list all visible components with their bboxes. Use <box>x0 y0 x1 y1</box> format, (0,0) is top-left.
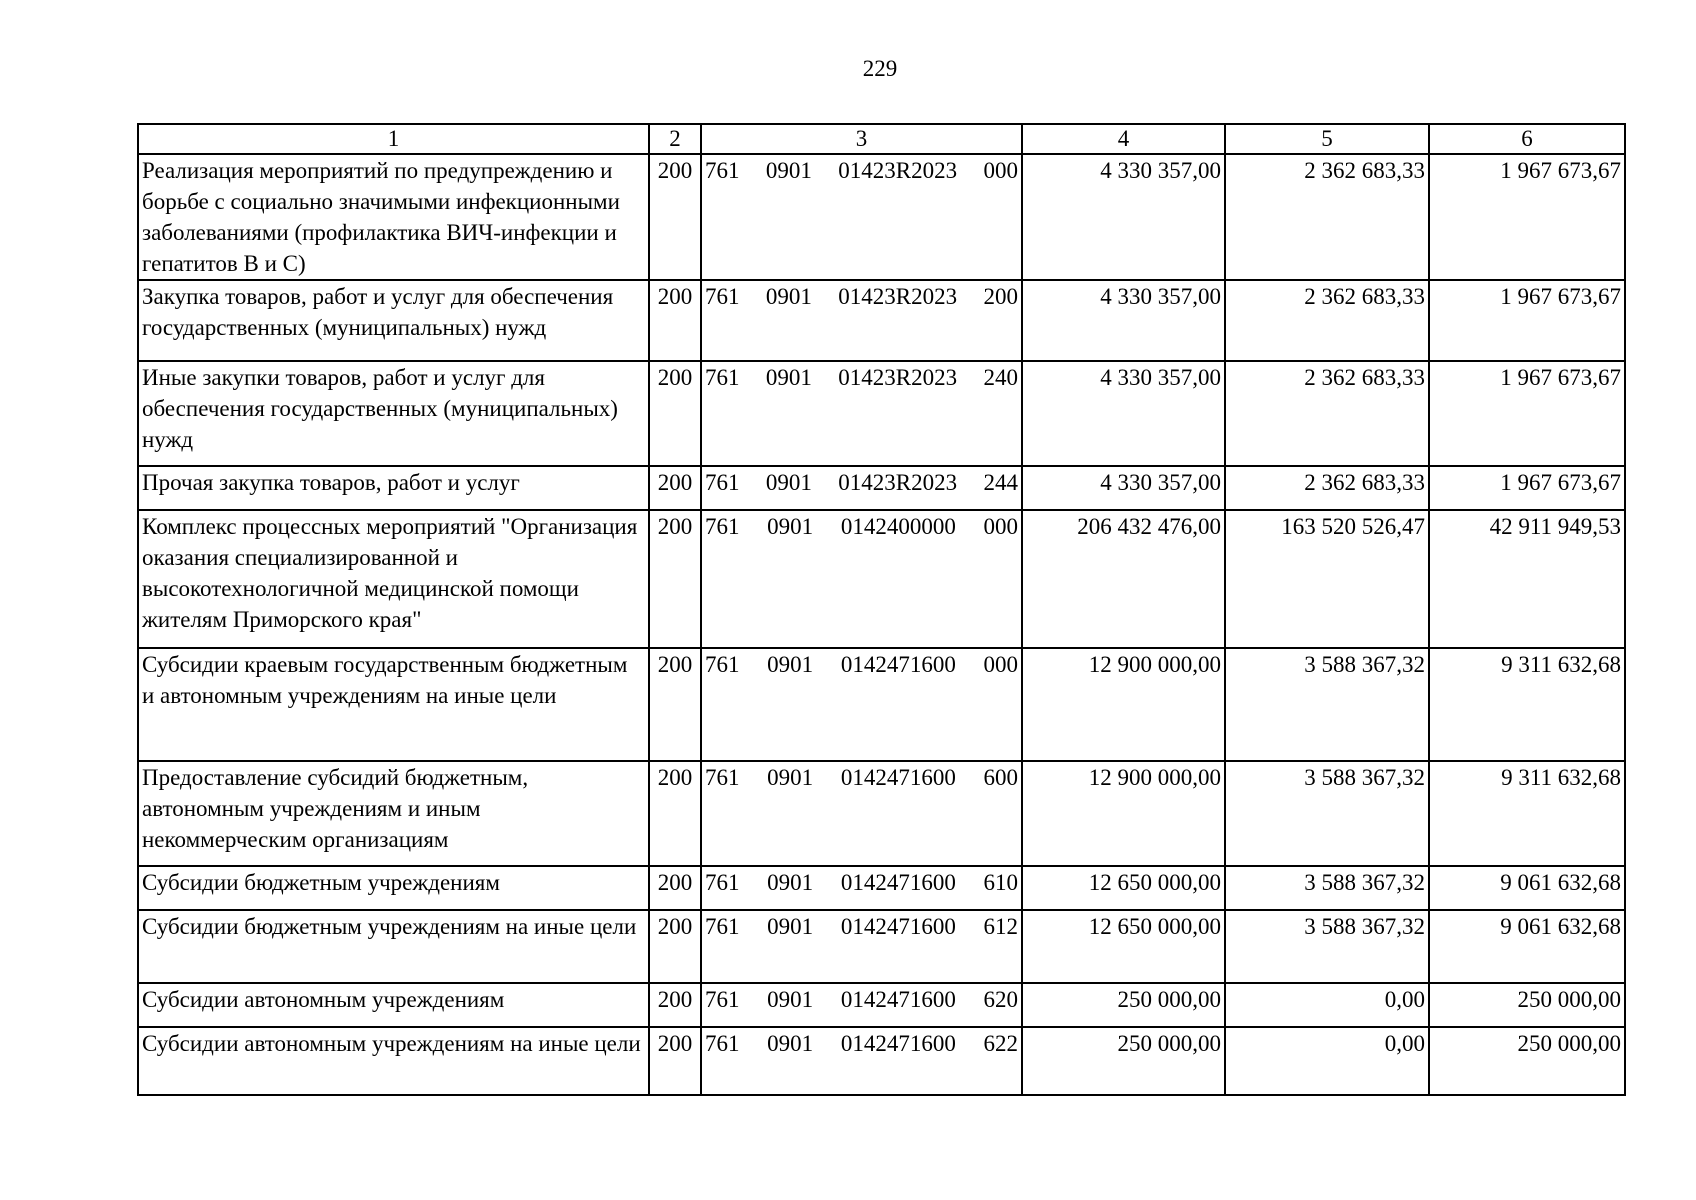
row-code-rz: 0901 <box>767 1031 814 1056</box>
row-code <box>701 761 1022 866</box>
row-name: Комплекс процессных мероприятий "Организация оказания специализированной и высокотехнологичной медицинской помощи жителям Приморского края" <box>138 510 649 648</box>
row-col-6: 9 061 632,68 <box>1429 910 1625 983</box>
row-code-ved: 761 <box>705 514 740 539</box>
row-code-vr: 620 <box>983 987 1018 1012</box>
row-name: Прочая закупка товаров, работ и услуг <box>138 466 649 510</box>
row-code-rz: 0901 <box>767 987 814 1012</box>
header-row <box>138 124 1625 154</box>
row-col-6: 9 311 632,68 <box>1429 761 1625 866</box>
row-code-csr: 0142471600 <box>840 652 956 677</box>
row-name: Реализация мероприятий по предупреждению и борьбе с социально значимыми инфекционными заболеваниями (профилактика ВИЧ-инфекции и гепатитов В и С) <box>138 154 649 280</box>
row-code <box>701 466 1022 510</box>
row-code <box>701 983 1022 1027</box>
row-code <box>701 154 1022 280</box>
row-code-ved: 761 <box>705 284 740 309</box>
table-row <box>138 510 1625 648</box>
row-code-rz: 0901 <box>767 870 814 895</box>
table-row <box>138 361 1625 466</box>
table-row <box>138 866 1625 910</box>
row-col-4: 12 900 000,00 <box>1022 761 1225 866</box>
row-code-ved: 761 <box>705 158 740 183</box>
row-code-ved: 761 <box>705 987 740 1012</box>
row-name: Предоставление субсидий бюджетным, автономным учреждениям и иным некоммерческим организациям <box>138 761 649 866</box>
row-col-6: 9 061 632,68 <box>1429 866 1625 910</box>
row-col-6: 250 000,00 <box>1429 1027 1625 1095</box>
row-col-4: 250 000,00 <box>1022 983 1225 1027</box>
row-code <box>701 510 1022 648</box>
row-code-csr: 0142400000 <box>840 514 956 539</box>
row-code-rz: 0901 <box>767 914 814 939</box>
row-code-ved: 761 <box>705 914 740 939</box>
row-name: Субсидии автономным учреждениям <box>138 983 649 1027</box>
row-col-2: 200 <box>649 648 701 761</box>
row-col-5: 2 362 683,33 <box>1225 280 1429 361</box>
row-col-4: 12 650 000,00 <box>1022 910 1225 983</box>
row-code <box>701 280 1022 361</box>
row-col-6: 1 967 673,67 <box>1429 280 1625 361</box>
row-col-5: 3 588 367,32 <box>1225 761 1429 866</box>
row-code-rz: 0901 <box>765 284 812 309</box>
page-number: 229 <box>862 56 898 81</box>
row-code-ved: 761 <box>705 652 740 677</box>
row-code-csr: 01423R2023 <box>838 470 958 495</box>
row-code-csr: 0142471600 <box>840 914 956 939</box>
row-code-rz: 0901 <box>767 514 814 539</box>
row-code <box>701 910 1022 983</box>
row-code-ved: 761 <box>705 870 740 895</box>
row-name: Субсидии автономным учреждениям на иные цели <box>138 1027 649 1095</box>
row-code-vr: 622 <box>983 1031 1018 1056</box>
row-col-6: 9 311 632,68 <box>1429 648 1625 761</box>
row-col-5: 3 588 367,32 <box>1225 648 1429 761</box>
header-col-4: 4 <box>1022 124 1225 154</box>
row-code-ved: 761 <box>705 1031 740 1056</box>
row-col-2: 200 <box>649 1027 701 1095</box>
row-code-csr: 01423R2023 <box>838 284 958 309</box>
header-col-3: 3 <box>701 124 1022 154</box>
row-col-5: 2 362 683,33 <box>1225 466 1429 510</box>
table-row <box>138 1027 1625 1095</box>
header-col-1: 1 <box>138 124 649 154</box>
row-code-vr: 612 <box>983 914 1018 939</box>
row-code <box>701 866 1022 910</box>
row-code-vr: 600 <box>983 765 1018 790</box>
row-col-5: 3 588 367,32 <box>1225 910 1429 983</box>
row-code-csr: 0142471600 <box>840 1031 956 1056</box>
row-code-vr: 244 <box>983 470 1018 495</box>
row-col-2: 200 <box>649 761 701 866</box>
row-col-4: 4 330 357,00 <box>1022 466 1225 510</box>
table-row <box>138 761 1625 866</box>
table-row <box>138 154 1625 280</box>
row-col-5: 3 588 367,32 <box>1225 866 1429 910</box>
row-col-4: 12 900 000,00 <box>1022 648 1225 761</box>
row-col-2: 200 <box>649 910 701 983</box>
header-col-6: 6 <box>1429 124 1625 154</box>
row-code-csr: 0142471600 <box>840 765 956 790</box>
header-col-5: 5 <box>1225 124 1429 154</box>
row-code-vr: 000 <box>983 514 1018 539</box>
row-code-rz: 0901 <box>765 365 812 390</box>
row-code-vr: 000 <box>983 652 1018 677</box>
row-col-2: 200 <box>649 361 701 466</box>
row-col-5: 163 520 526,47 <box>1225 510 1429 648</box>
row-col-2: 200 <box>649 510 701 648</box>
row-col-6: 42 911 949,53 <box>1429 510 1625 648</box>
row-code-ved: 761 <box>705 765 740 790</box>
row-code-vr: 240 <box>983 365 1018 390</box>
row-name: Иные закупки товаров, работ и услуг для обеспечения государственных (муниципальных) нужд <box>138 361 649 466</box>
row-code-csr: 0142471600 <box>840 987 956 1012</box>
row-code-csr: 01423R2023 <box>838 365 958 390</box>
row-code <box>701 361 1022 466</box>
row-col-5: 2 362 683,33 <box>1225 361 1429 466</box>
row-code-csr: 0142471600 <box>840 870 956 895</box>
row-name: Субсидии бюджетным учреждениям <box>138 866 649 910</box>
row-code-rz: 0901 <box>767 765 814 790</box>
row-col-4: 4 330 357,00 <box>1022 154 1225 280</box>
row-code-ved: 761 <box>705 470 740 495</box>
row-code-rz: 0901 <box>765 158 812 183</box>
row-col-2: 200 <box>649 983 701 1027</box>
row-col-5: 2 362 683,33 <box>1225 154 1429 280</box>
row-code-vr: 200 <box>983 284 1018 309</box>
row-code-rz: 0901 <box>765 470 812 495</box>
row-col-6: 250 000,00 <box>1429 983 1625 1027</box>
row-col-6: 1 967 673,67 <box>1429 466 1625 510</box>
row-col-4: 250 000,00 <box>1022 1027 1225 1095</box>
row-col-2: 200 <box>649 280 701 361</box>
row-code <box>701 1027 1022 1095</box>
row-col-4: 4 330 357,00 <box>1022 280 1225 361</box>
row-col-2: 200 <box>649 154 701 280</box>
row-col-2: 200 <box>649 866 701 910</box>
row-code-vr: 000 <box>983 158 1018 183</box>
row-name: Субсидии бюджетным учреждениям на иные цели <box>138 910 649 983</box>
row-code-rz: 0901 <box>767 652 814 677</box>
row-code-vr: 610 <box>983 870 1018 895</box>
row-col-6: 1 967 673,67 <box>1429 361 1625 466</box>
row-name: Закупка товаров, работ и услуг для обеспечения государственных (муниципальных) нужд <box>138 280 649 361</box>
row-code <box>701 648 1022 761</box>
row-code-csr: 01423R2023 <box>838 158 958 183</box>
table-row <box>138 910 1625 983</box>
row-name: Субсидии краевым государственным бюджетным и автономным учреждениям на иные цели <box>138 648 649 761</box>
row-col-4: 206 432 476,00 <box>1022 510 1225 648</box>
row-col-6: 1 967 673,67 <box>1429 154 1625 280</box>
table-row <box>138 648 1625 761</box>
row-code-ved: 761 <box>705 365 740 390</box>
row-col-4: 4 330 357,00 <box>1022 361 1225 466</box>
row-col-4: 12 650 000,00 <box>1022 866 1225 910</box>
budget-table <box>137 123 1626 1096</box>
table-row <box>138 983 1625 1027</box>
row-col-2: 200 <box>649 466 701 510</box>
row-col-5: 0,00 <box>1225 983 1429 1027</box>
header-col-2: 2 <box>649 124 701 154</box>
table-row <box>138 466 1625 510</box>
row-col-5: 0,00 <box>1225 1027 1429 1095</box>
table-row <box>138 280 1625 361</box>
